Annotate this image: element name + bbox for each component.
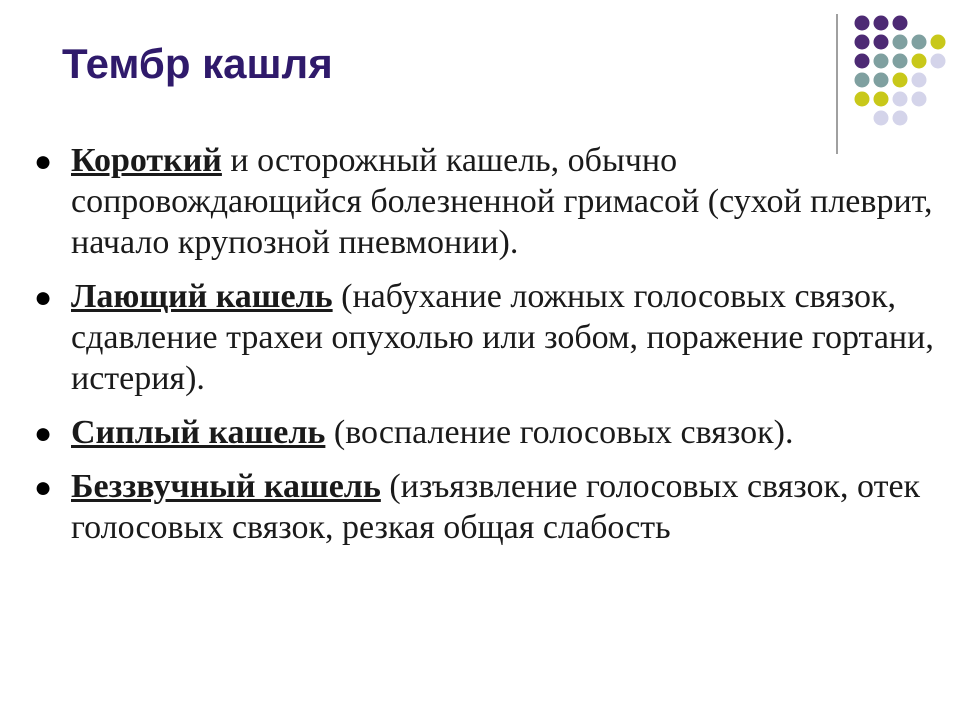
- bullet-body: и осторожный кашель, обычно сопровождающийся болезненной гримасой (сухой плеврит, начало крупозной пневмонии).: [71, 142, 933, 261]
- bullet-body: (воспаление голосовых связок).: [325, 414, 794, 451]
- bullet-text: [71, 142, 932, 261]
- decor-dot: [893, 54, 908, 69]
- bullet-term: Короткий: [71, 142, 222, 179]
- decor-dot: [874, 111, 889, 126]
- bullet-marker: ●: [34, 281, 53, 314]
- decor-dot: [931, 35, 946, 50]
- decor-dot: [874, 16, 889, 31]
- bullet-marker: ●: [34, 417, 53, 450]
- decor-dot: [874, 54, 889, 69]
- decor-dot: [855, 73, 870, 88]
- bullet-body: (набухание ложных голосовых связок, сдавление трахеи опухолью или зобом, поражение гортани, истерия).: [71, 278, 934, 397]
- decor-dot: [874, 73, 889, 88]
- bullet-item: [34, 276, 934, 399]
- decor-dot: [931, 54, 946, 69]
- decor-dot: [912, 73, 927, 88]
- decor-dot: [855, 54, 870, 69]
- bullet-marker: ●: [34, 145, 53, 178]
- bullet-list: [34, 140, 934, 561]
- bullet-text: [71, 468, 920, 546]
- decor-dot: [893, 92, 908, 107]
- decor-dot: [912, 92, 927, 107]
- slide-title: Тембр кашля: [62, 40, 333, 87]
- decor-dot: [855, 35, 870, 50]
- decor-dot: [893, 111, 908, 126]
- bullet-item: [34, 466, 934, 548]
- bullet-term: Беззвучный кашель: [71, 468, 381, 505]
- bullet-marker: ●: [34, 471, 53, 504]
- decor-dot: [912, 35, 927, 50]
- decor-dot: [874, 92, 889, 107]
- bullet-item: [34, 140, 934, 263]
- decor-dot: [855, 92, 870, 107]
- bullet-text: [71, 278, 934, 397]
- decor-dot: [893, 73, 908, 88]
- bullet-term: Лающий кашель: [71, 278, 333, 315]
- bullet-body: (изъязвление голосовых связок, отек голосовых связок, резкая общая слабость: [71, 468, 921, 546]
- bullet-term: Сиплый кашель: [71, 414, 326, 451]
- decor-dot: [893, 16, 908, 31]
- bullet-text: [71, 414, 793, 451]
- decor-dot: [912, 54, 927, 69]
- decor-dot: [874, 35, 889, 50]
- decor-dot: [855, 16, 870, 31]
- bullet-item: [34, 412, 934, 453]
- decor-dot: [893, 35, 908, 50]
